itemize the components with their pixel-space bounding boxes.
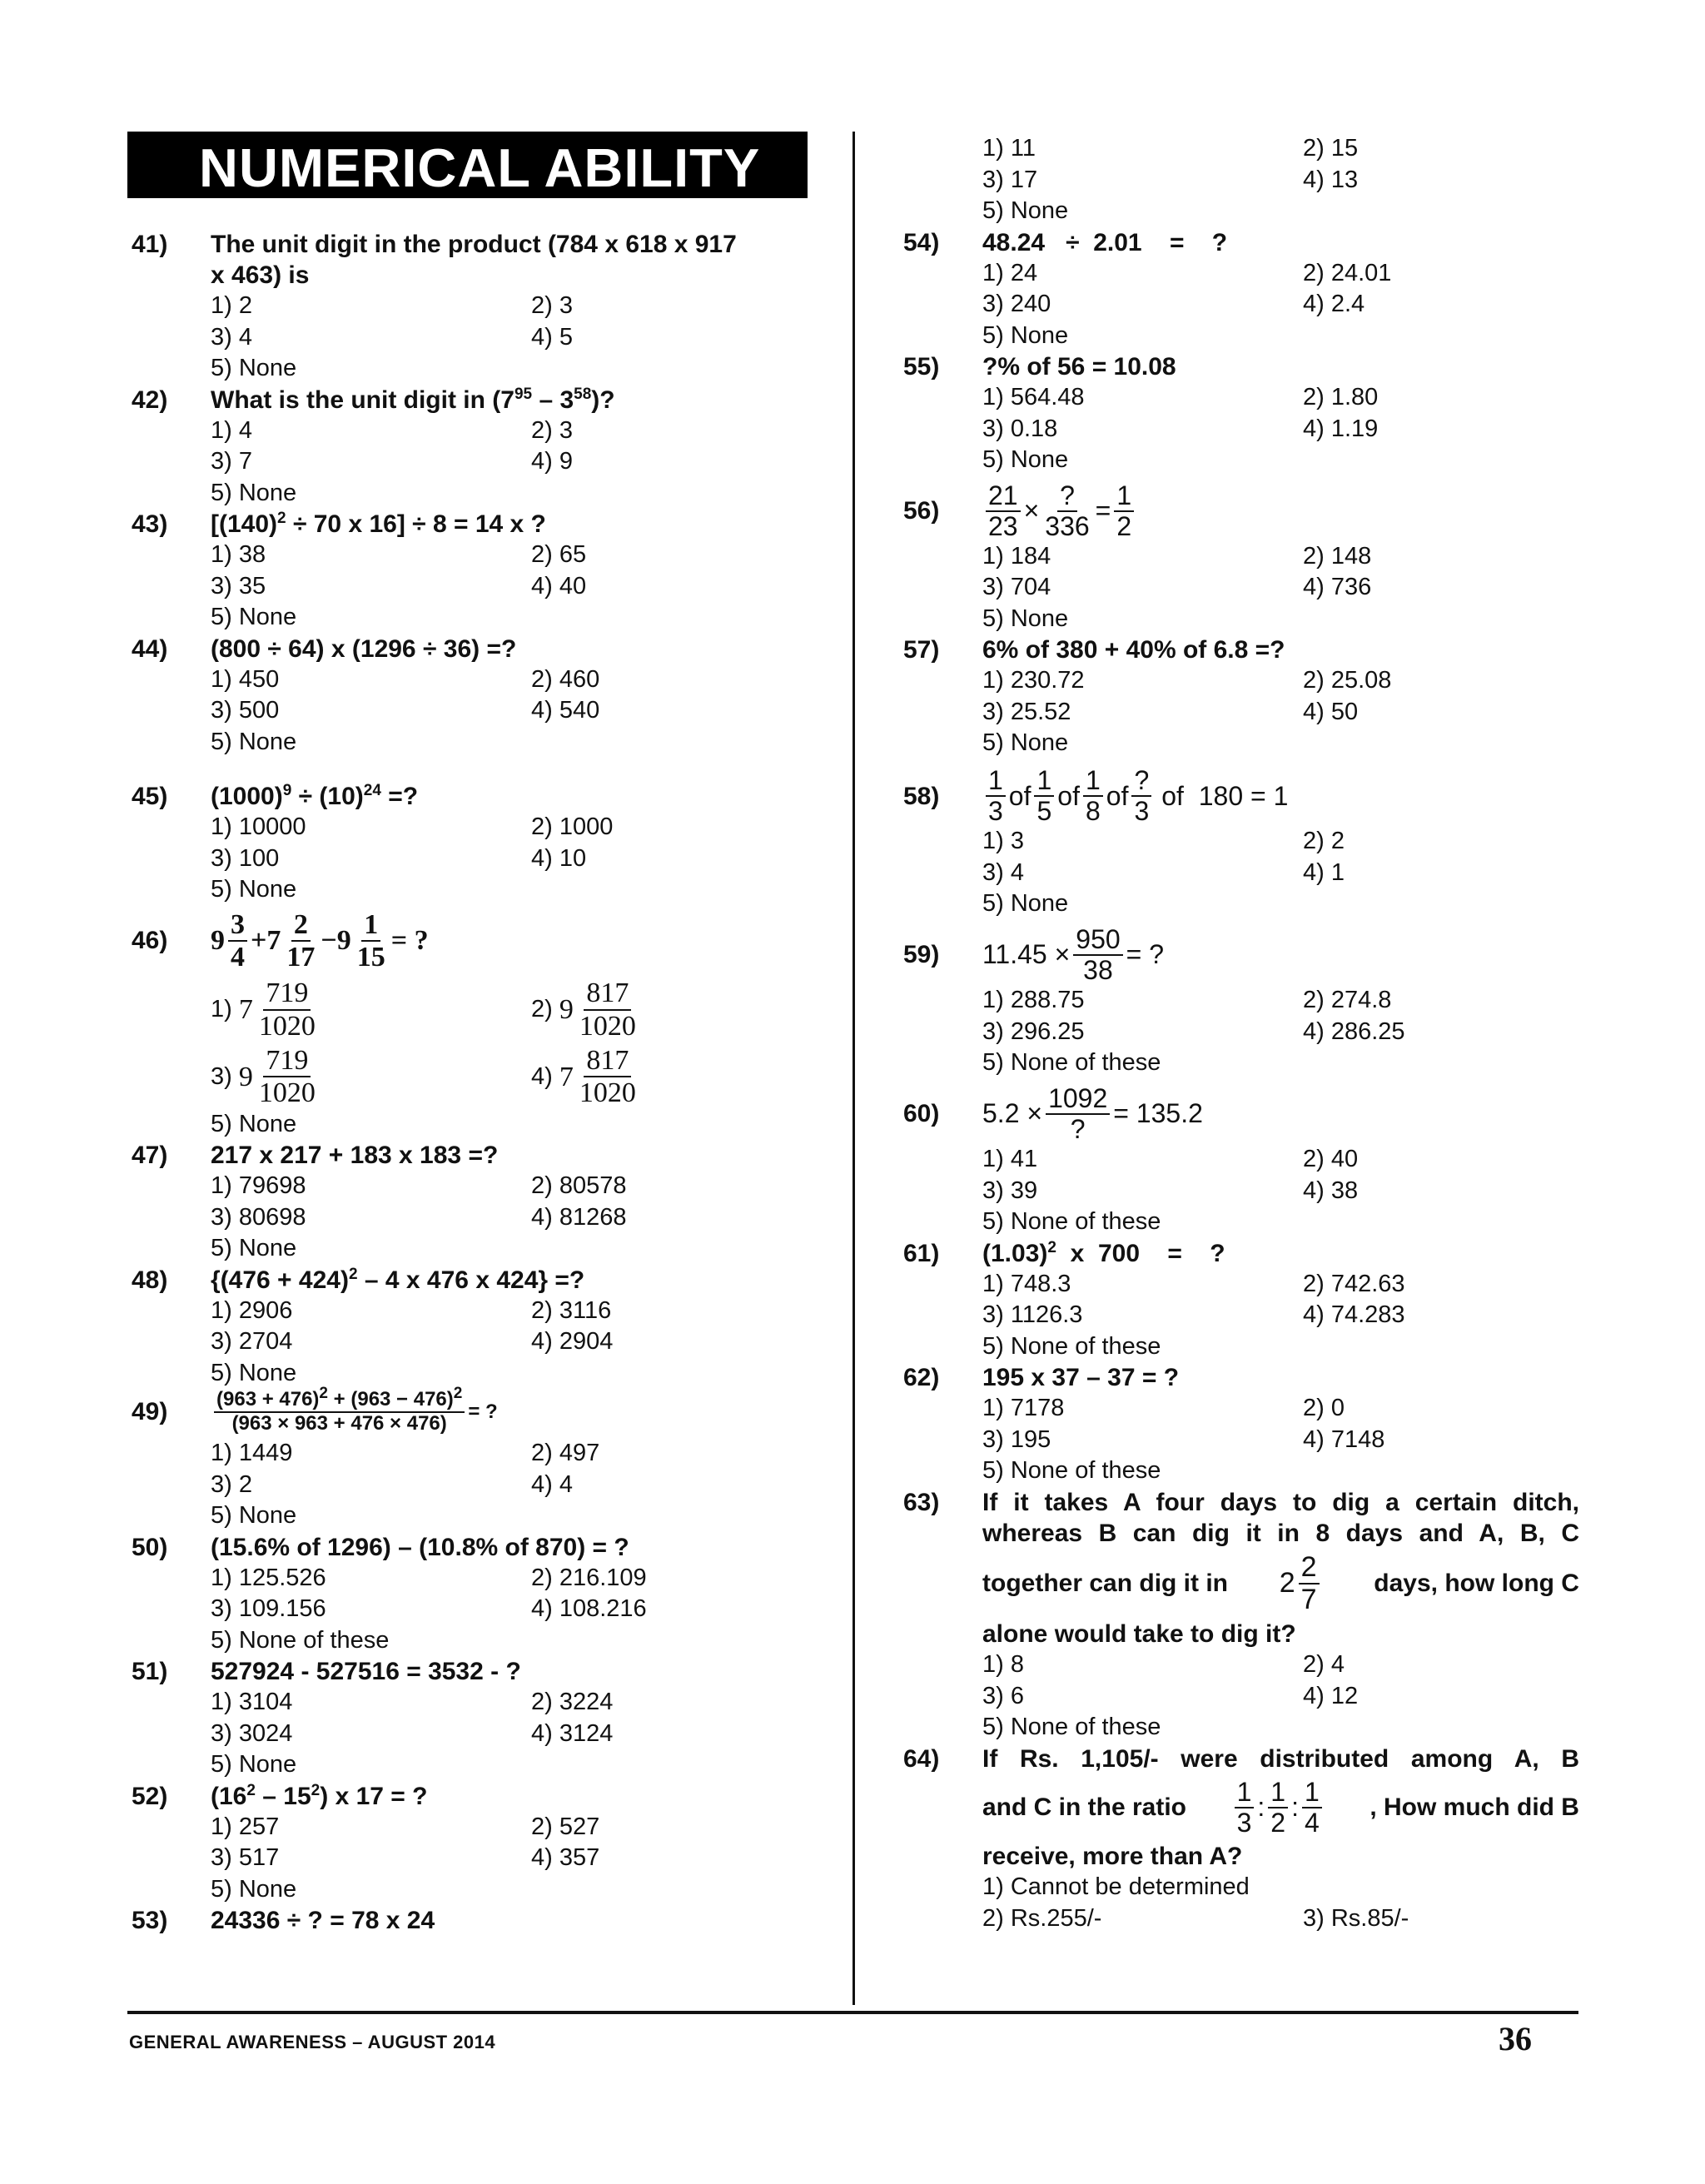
question-number: 45) (132, 783, 168, 810)
option-1: 1) 125.526 (211, 1564, 326, 1591)
option-1: 1) 184 (982, 542, 1051, 570)
question-expression: 9 $\frac{3}{4}$ +7 $\frac{2}{17}$ −9 $\frac{1}{15}$ = ? (211, 908, 429, 973)
option-4: 4) 108.216 (531, 1595, 647, 1623)
option-4: 4) 12 (1303, 1682, 1359, 1709)
option-1: 1) 748.3 (982, 1270, 1071, 1297)
question-text: (15.6% of 1296) – (10.8% of 870) = ? (211, 1533, 629, 1561)
left-column (132, 229, 814, 1936)
option-2: 2) 3 (531, 292, 573, 319)
question-number: 56) (903, 497, 940, 525)
option-3: 3) 195 (982, 1425, 1051, 1453)
option-1: 1) 2906 (211, 1296, 293, 1324)
option-3: 3) 25.52 (982, 698, 1071, 725)
option-3: 3) 100 (211, 844, 280, 872)
question-61 (903, 1238, 1579, 1363)
question-number: 46) (132, 927, 168, 955)
option-1: 1) 450 (211, 665, 280, 693)
option-4: 4) 4 (531, 1470, 573, 1498)
option-2: 2) 65 (531, 541, 587, 568)
question-text: What is the unit digit in $(7^{95} - 3^{58})$? (211, 385, 615, 414)
option-4: 4) 1 (1303, 858, 1345, 886)
option-4: 4) 13 (1303, 166, 1359, 193)
option-5: 5) None (211, 355, 297, 381)
option-2: 2) 1000 (531, 813, 614, 840)
question-number: 59) (903, 941, 940, 969)
question-45 (132, 781, 814, 906)
question-47 (132, 1140, 814, 1265)
option-2: 2) 0 (1303, 1395, 1345, 1421)
option-3: 3) 7 (211, 448, 252, 475)
question-text: 195 x 37 – 37 = ? (982, 1364, 1180, 1391)
option-5: 5) None (982, 729, 1069, 757)
option-3: 3) 2 (211, 1470, 252, 1498)
option-5: 5) None (211, 1751, 297, 1779)
question-49 (132, 1385, 814, 1531)
option-3: 3) 17 (982, 166, 1038, 193)
option-3: 3) 296.25 (982, 1017, 1085, 1045)
option-3: 3) 240 (982, 291, 1051, 317)
question-number: 47) (132, 1142, 168, 1170)
question-46 (132, 909, 814, 1141)
right-column (903, 133, 1579, 1934)
option-1: 1) 10000 (211, 813, 306, 840)
question-text: (800 ÷ 64) x (1296 ÷ 36) =? (211, 634, 517, 663)
question-text: $(1.03)^2$ x 700 = ? (982, 1238, 1225, 1267)
question-44 (132, 634, 814, 759)
option-2: 2) 24.01 (1303, 259, 1392, 286)
option-1: 1) 41 (982, 1146, 1038, 1172)
question-42 (132, 385, 814, 510)
question-text: The unit digit in the product (784 x 618 x 917 (211, 231, 737, 258)
question-63 (903, 1487, 1579, 1744)
option-5: 5) None of these (982, 1457, 1161, 1484)
option-5: 5) None (982, 321, 1069, 349)
question-number: 55) (903, 353, 940, 381)
option-2: 2) 4 (1303, 1651, 1345, 1679)
option-3: 3) 4 (982, 858, 1024, 886)
option-2: 2) 3116 (531, 1296, 612, 1324)
option-5: 5) None (982, 604, 1069, 632)
option-4: 4) 5 (531, 323, 573, 351)
option-2: 2) 25.08 (1303, 667, 1392, 694)
option-1: 1) 257 (211, 1813, 280, 1840)
option-4: 4) 2904 (531, 1328, 614, 1356)
question-expression: $\frac{21}{23}$ × $\frac{?}{336}$ = $\frac{1}{2}$ (982, 481, 1137, 541)
option-3: 3) 109.156 (211, 1595, 326, 1623)
page-number: 36 (1499, 2020, 1532, 2057)
question-text: 24336 ÷ ? = 78 x 24 (211, 1907, 435, 1935)
option-1: 1) 79698 (211, 1172, 306, 1200)
question-58 (903, 766, 1579, 920)
question-54 (903, 227, 1579, 352)
question-number: 64) (903, 1744, 940, 1773)
option-3: 3) 704 (982, 574, 1051, 601)
option-2: 2) 497 (531, 1440, 600, 1467)
option-4: 4) 9 (531, 448, 573, 475)
question-number: 44) (132, 634, 168, 663)
option-3: 3) 517 (211, 1844, 280, 1872)
section-title: NUMERICAL ABILITY (199, 137, 761, 198)
option-2: 2) 80578 (531, 1172, 627, 1200)
option-5: 5) None (982, 446, 1069, 473)
section-title-banner (127, 132, 808, 198)
option-5: 5) None (211, 1110, 297, 1137)
question-number: 61) (903, 1239, 940, 1267)
option-1: 1) 1449 (211, 1440, 293, 1467)
option-5: 5) None (211, 604, 297, 630)
question-51 (132, 1656, 814, 1781)
question-text: [$(140)^2 \div 70$ x 16] ÷ 8 = 14 x ? (211, 510, 546, 538)
option-4: 4) 2.4 (1303, 291, 1365, 317)
option-4: 4) 7148 (1303, 1425, 1385, 1453)
option-1: 1) 3 (982, 828, 1024, 855)
option-4: 4) 286.25 (1303, 1017, 1405, 1045)
question-53 (132, 1905, 814, 1936)
question-number: 62) (903, 1364, 940, 1391)
option-2: 2) 742.63 (1303, 1270, 1405, 1297)
question-number: 60) (903, 1100, 940, 1128)
option-2: 2) 3224 (531, 1689, 614, 1716)
option-4: 4) 81268 (531, 1203, 627, 1231)
option-3: 3) 500 (211, 697, 280, 724)
option-4: 4) 540 (531, 697, 600, 724)
option-5: 5) None of these (982, 1049, 1161, 1077)
question-64 (903, 1744, 1579, 1934)
question-text: $(1000)^9 \div (10)^{24}$ =? (211, 782, 419, 810)
option-3: 3) 6 (982, 1682, 1024, 1709)
question-number: 52) (132, 1782, 168, 1810)
option-5: 5) None of these (982, 1332, 1161, 1360)
footer-text: GENERAL AWARENESS – AUGUST 2014 (129, 2032, 496, 2052)
question-text: 527924 - 527516 = 3532 - ? (211, 1658, 521, 1686)
option-1: 1) 7178 (982, 1395, 1065, 1421)
question-number: 57) (903, 636, 940, 664)
question-expression: 11.45 × $\frac{950}{38}$ = ? (982, 923, 1165, 985)
question-text: If Rs. 1,105/- were distributed among A, B and C in the ratio $\frac{1}{3}$ : $\frac{1}{2}$ : $\frac{1}{4}$ , How much did B receive, more than A? (982, 1744, 1579, 1871)
option-5: 5) None (211, 1875, 297, 1903)
question-text: 6% of 380 + 40% of 6.8 =? (982, 636, 1285, 664)
question-56 (903, 481, 1579, 635)
question-57 (903, 634, 1579, 759)
question-text: ?% of 56 = 10.08 (982, 353, 1176, 381)
option-1: 1) 24 (982, 259, 1038, 286)
option-3: 3) 80698 (211, 1203, 306, 1231)
option-5: 5) None of these (211, 1626, 390, 1654)
option-4: 4) 50 (1303, 698, 1359, 725)
option-1: 1) 564.48 (982, 384, 1085, 410)
option-2: 2) 148 (1303, 542, 1372, 570)
question-number: 53) (132, 1907, 168, 1935)
option-2: 2) 15 (1303, 135, 1359, 162)
option-1: 1) 11 (982, 135, 1036, 162)
option-3: 3) 3024 (211, 1719, 293, 1747)
option-3: 3) Rs.85/- (1303, 1904, 1409, 1932)
question-text-cont: x 463) is (211, 261, 310, 289)
option-1: 1) 8 (982, 1651, 1024, 1679)
option-5: 5) None (211, 876, 297, 903)
option-5: 5) None (211, 728, 297, 755)
option-5: 5) None (211, 479, 297, 506)
question-text: {$(476 + 424)^2 - 4$ x 476 x 424} =? (211, 1265, 585, 1294)
question-text: 217 x 217 + 183 x 183 =? (211, 1142, 499, 1170)
option-5: 5) None (211, 1502, 297, 1530)
option-2: 2) 3 (531, 416, 573, 444)
option-3: 3) 0.18 (982, 415, 1058, 442)
question-number: 49) (132, 1398, 168, 1426)
question-number: 58) (903, 782, 940, 810)
option-5: 5) None of these (982, 1208, 1161, 1235)
question-60 (903, 1084, 1579, 1238)
question-text: $(16^2 - 15^2)$ x 17 = ? (211, 1781, 428, 1810)
question-expression: $\frac{1}{3}$ of $\frac{1}{5}$ of $\frac{1}{8}$ of $\frac{?}{3}$ of 180 = 1 (982, 766, 1288, 826)
option-1: 1) 230.72 (982, 667, 1085, 694)
option-4: 4) 357 (531, 1844, 600, 1872)
question-text: 48.24 ÷ 2.01 = ? (982, 228, 1228, 256)
question-number: 50) (132, 1533, 168, 1561)
question-43 (132, 509, 814, 634)
option-4: 4) 40 (531, 572, 587, 599)
question-62 (903, 1362, 1579, 1487)
option-1: 1) 38 (211, 541, 266, 568)
option-2: 2) 274.8 (1303, 987, 1392, 1014)
option-4: 4) 3124 (531, 1719, 614, 1747)
option-2: 2) Rs.255/- (982, 1904, 1102, 1932)
question-number: 42) (132, 386, 168, 414)
footer-rule (127, 2011, 1578, 2014)
question-text: If it takes A four days to dig a certain ditch, whereas B can dig it in 8 days and A, B, C together can dig it in 2 $\frac{2}{7}$ days, how long C alone would take to dig it? (982, 1488, 1579, 1649)
option-2: 2) 9 $\frac{817}{1020}$ (531, 978, 636, 1042)
question-48 (132, 1265, 814, 1390)
question-expression: $\frac{(963 + 476)^2 + (963 - 476)^2}{(963 \times 963 + 476 \times 476)}$ = ? (211, 1389, 498, 1435)
option-4: 4) 10 (531, 844, 587, 872)
question-expression: 5.2 × $\frac{1092}{?}$ = 135.2 (982, 1082, 1203, 1144)
option-1: 1) Cannot be determined (982, 1873, 1250, 1901)
question-number: 54) (903, 228, 940, 256)
question-number: 51) (132, 1658, 168, 1686)
option-4: 4) 7 $\frac{817}{1020}$ (531, 1045, 636, 1109)
option-4: 4) 736 (1303, 574, 1372, 601)
option-5: 5) None (982, 890, 1069, 918)
question-number: 63) (903, 1488, 940, 1516)
option-1: 1) 2 (211, 292, 252, 319)
question-50 (132, 1532, 814, 1657)
option-1: 1) 288.75 (982, 987, 1085, 1014)
option-3: 3) 35 (211, 572, 266, 599)
option-3: 3) 1126.3 (982, 1301, 1083, 1328)
option-4: 4) 1.19 (1303, 415, 1379, 442)
option-3: 3) 2704 (211, 1328, 293, 1356)
option-1: 1) 4 (211, 416, 252, 444)
option-3: 3) 9 $\frac{719}{1020}$ (211, 1045, 316, 1109)
option-2: 2) 1.80 (1303, 384, 1379, 410)
option-3: 3) 39 (982, 1177, 1038, 1204)
option-2: 2) 40 (1303, 1146, 1359, 1172)
option-3: 3) 4 (211, 323, 252, 351)
question-number: 43) (132, 510, 168, 538)
question-53-options (982, 133, 1579, 227)
question-52 (132, 1781, 814, 1906)
column-divider (852, 132, 855, 2005)
question-41 (132, 229, 814, 385)
option-1: 1) 7 $\frac{719}{1020}$ (211, 978, 316, 1042)
question-number: 48) (132, 1266, 168, 1294)
option-5: 5) None of these (982, 1714, 1161, 1741)
option-2: 2) 527 (531, 1813, 600, 1840)
option-4: 4) 38 (1303, 1177, 1359, 1204)
option-5: 5) None (982, 197, 1069, 224)
option-4: 4) 74.283 (1303, 1301, 1405, 1328)
option-2: 2) 2 (1303, 828, 1345, 855)
question-number: 41) (132, 231, 168, 258)
option-2: 2) 216.109 (531, 1564, 647, 1591)
question-59 (903, 925, 1579, 1079)
option-5: 5) None (211, 1235, 297, 1262)
option-1: 1) 3104 (211, 1689, 293, 1716)
option-2: 2) 460 (531, 665, 600, 693)
question-55 (903, 351, 1579, 476)
option-5: 5) None (211, 1359, 297, 1386)
